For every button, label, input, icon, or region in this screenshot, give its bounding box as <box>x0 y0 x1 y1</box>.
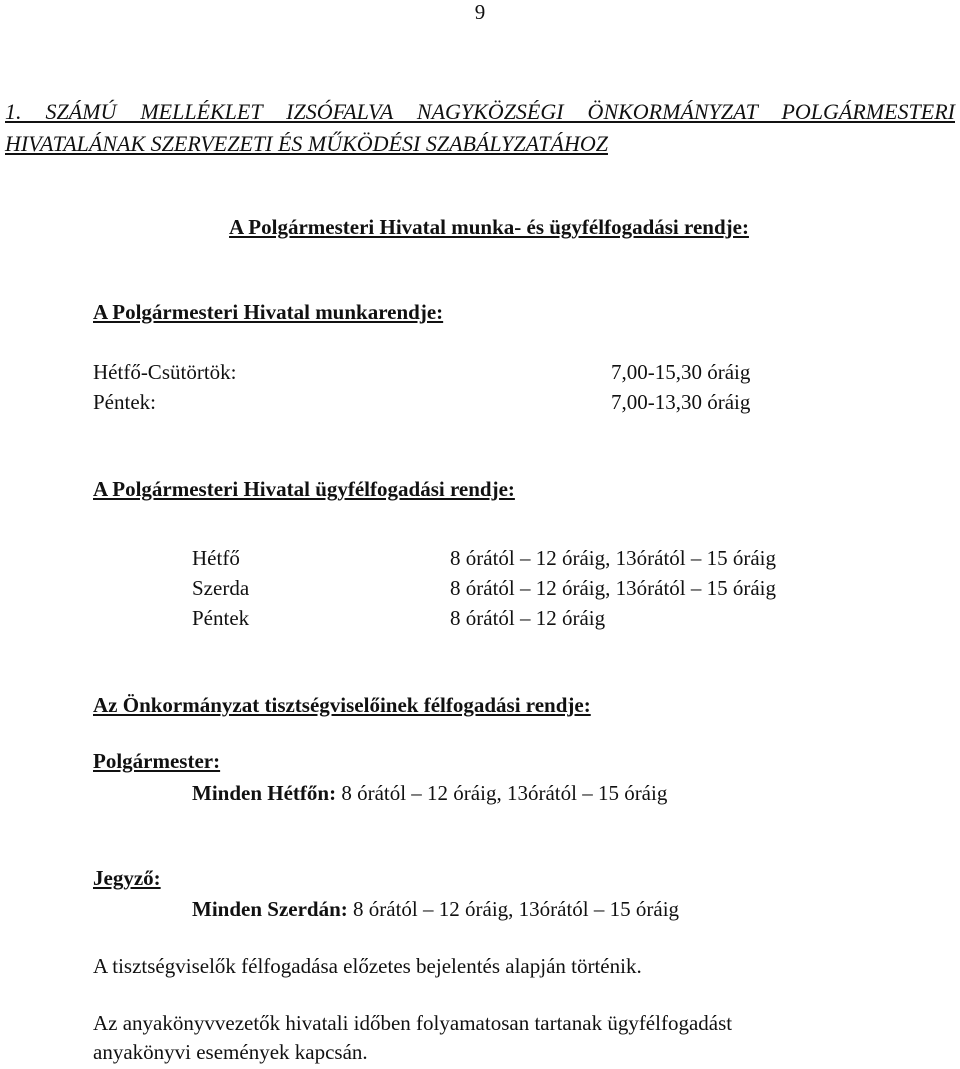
notary-hours <box>192 897 679 922</box>
notary-label: Jegyző: <box>93 866 161 890</box>
notary-time: 8 órától – 12 óráig, 13órától – 15 óráig <box>353 897 680 921</box>
main-heading: A Polgármesteri Hivatal munka- és ügyfélfogadási rendje: <box>229 215 749 239</box>
notary-day: Minden Szerdán: <box>192 897 348 921</box>
mayor-day: Minden Hétfőn: <box>192 781 337 805</box>
time-value: 8 órától – 12 óráig, 13órától – 15 óráig <box>450 576 777 600</box>
officials-note: A tisztségviselők félfogadása előzetes bejelentés alapján történik. <box>93 954 642 978</box>
client-schedule-row <box>192 576 892 606</box>
time-value: 7,00-13,30 óráig <box>611 390 751 414</box>
client-schedule-heading: A Polgármesteri Hivatal ügyfélfogadási rendje: <box>93 477 515 501</box>
client-schedule-row <box>192 606 892 636</box>
time-value: 8 órától – 12 óráig <box>450 606 606 630</box>
client-schedule-row <box>192 546 892 576</box>
officials-heading: Az Önkormányzat tisztségviselőinek félfogadási rendje: <box>93 693 591 717</box>
day-label: Szerda <box>192 576 250 600</box>
registrar-note-line-1: Az anyakönyvvezetők hivatali időben folyamatosan tartanak ügyfélfogadást <box>93 1011 733 1035</box>
time-value: 8 órától – 12 óráig, 13órától – 15 óráig <box>450 546 777 570</box>
mayor-label: Polgármester: <box>93 749 221 773</box>
page-number: 9 <box>474 0 486 24</box>
work-schedule-row <box>93 360 793 390</box>
day-label: Hétfő <box>192 546 240 570</box>
work-schedule-row <box>93 390 793 420</box>
day-label: Hétfő-Csütörtök: <box>93 360 237 384</box>
day-label: Péntek: <box>93 390 156 414</box>
mayor-time: 8 órától – 12 óráig, 13órától – 15 óráig <box>341 781 668 805</box>
mayor-hours <box>192 781 667 806</box>
annex-title: 1. SZÁMÚ MELLÉKLET IZSÓFALVA NAGYKÖZSÉGI ÖNKORMÁNYZAT POLGÁRMESTERI HIVATALÁNAK SZERVEZETI ÉS MŰKÖDÉSI SZABÁLYZATÁHOZ <box>5 99 955 156</box>
work-schedule-heading: A Polgármesteri Hivatal munkarendje: <box>93 300 444 324</box>
registrar-note-line-2: anyakönyvi események kapcsán. <box>93 1040 368 1064</box>
time-value: 7,00-15,30 óráig <box>611 360 751 384</box>
day-label: Péntek <box>192 606 250 630</box>
